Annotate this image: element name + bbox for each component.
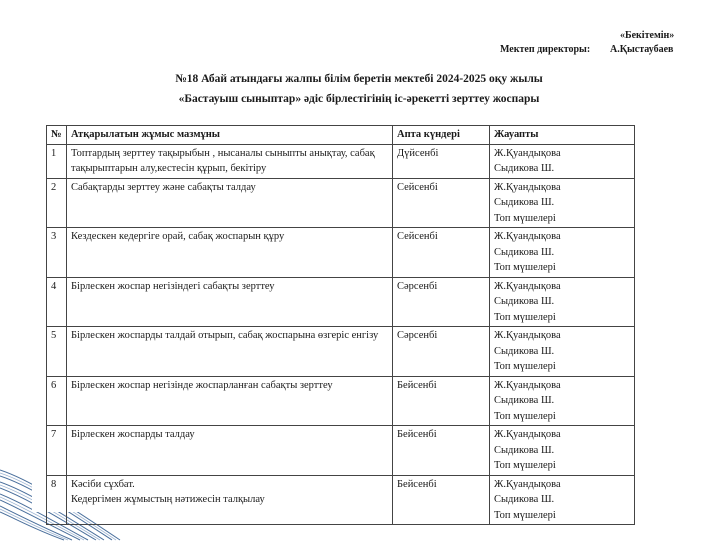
table-row [47,327,635,377]
row-topic: Бірлескен жоспарды талдай отырып, сабақ жоспарына өзгеріс енгізу [67,327,393,377]
row-topic: Кәсіби сұхбат. Кедергімен жұмыстың нәтижесін талқылау [67,475,393,525]
responsible-person: Сыдикова Ш. [494,395,555,406]
table-row [47,178,635,228]
responsible-person: Сыдикова Ш. [494,444,555,456]
header-topic: Атқарылатын жұмыс мазмұны [67,126,393,145]
row-responsible [490,178,635,228]
responsible-person: Сыдикова Ш. [494,246,555,258]
row-number: 2 [47,178,67,228]
responsible-person: Топ мүшелері [494,212,556,224]
table-row [47,144,635,178]
responsible-person: Сыдикова Ш. [494,163,555,174]
row-number: 5 [47,327,67,377]
responsible-person: Топ мүшелері [494,311,556,323]
row-topic: Бірлескен жоспарды талдау [67,426,393,476]
responsible-person: Топ мүшелері [494,509,556,521]
responsible-person: Ж.Қуандықова [494,379,561,391]
row-responsible [490,228,635,278]
row-weekday: Сәрсенбі [393,327,490,377]
responsible-person: Топ мүшелері [494,361,556,372]
responsible-person: Сыдикова Ш. [494,197,555,208]
row-responsible [490,376,635,426]
row-number: 6 [47,376,67,426]
responsible-person: Ж.Қуандықова [494,478,561,490]
responsible-person: Сыдикова Ш. [494,296,555,307]
row-weekday: Сейсенбі [393,178,490,228]
row-number: 4 [47,277,67,327]
table-row [47,475,635,525]
header-day: Апта күндері [393,126,490,145]
row-number: 7 [47,426,67,476]
row-weekday: Бейсенбі [393,376,490,426]
row-weekday: Дүйсенбі [393,144,490,178]
responsible-person: Топ мүшелері [494,460,556,471]
responsible-person: Ж.Қуандықова [494,429,561,440]
row-number: 8 [47,475,67,525]
row-responsible [490,327,635,377]
responsible-person: Сыдикова Ш. [494,494,555,505]
director-name: А.Қыстаубаев [610,44,674,55]
table-row [47,228,635,278]
row-responsible [490,426,635,476]
table-header-row [47,126,635,145]
responsible-person: Ж.Қуандықова [494,231,561,242]
approval-stamp-text: «Бекітемін» [620,30,675,41]
responsible-person: Топ мүшелері [494,262,556,273]
row-topic: Бірлескен жоспар негізінде жоспарланған сабақты зерттеу [67,376,393,426]
row-responsible [490,277,635,327]
table-row [47,277,635,327]
row-responsible [490,475,635,525]
responsible-person: Ж.Қуандықова [494,280,561,292]
row-topic: Кездескен кедергіге орай, сабақ жоспарын құру [67,228,393,278]
row-weekday: Сейсенбі [393,228,490,278]
responsible-person: Ж.Қуандықова [494,330,561,341]
row-topic: Бірлескен жоспар негізіндегі сабақты зерттеу [67,277,393,327]
row-number: 1 [47,144,67,178]
document-title-line-1: №18 Абай атындағы жалпы білім беретін мектебі 2024-2025 оқу жылы [175,73,543,85]
responsible-person: Топ мүшелері [494,410,556,422]
row-weekday: Сәрсенбі [393,277,490,327]
row-topic: Сабақтарды зерттеу және сабақты талдау [67,178,393,228]
responsible-person: Сыдикова Ш. [494,345,555,357]
responsible-person: Ж.Қуандықова [494,181,561,193]
responsible-person: Ж.Қуандықова [494,147,561,159]
plan-table [46,125,635,525]
document-page [32,0,686,521]
table-row [47,426,635,476]
row-responsible [490,144,635,178]
row-weekday: Бейсенбі [393,475,490,525]
row-topic: Топтардың зерттеу тақырыбын , нысаналы сыныпты анықтау, сабақ тақырыптарын алу,кестесін құрып, бекітіру [67,144,393,178]
table-row [47,376,635,426]
table-body [47,144,635,525]
header-responsible: Жауапты [490,126,635,145]
director-role: Мектеп директоры: [500,44,591,55]
document-title-line-2: «Бастауыш сыныптар» әдіс бірлестігінің іс-әрекетті зерттеу жоспары [178,93,540,105]
row-weekday: Бейсенбі [393,426,490,476]
header-num: № [47,126,67,145]
row-number: 3 [47,228,67,278]
